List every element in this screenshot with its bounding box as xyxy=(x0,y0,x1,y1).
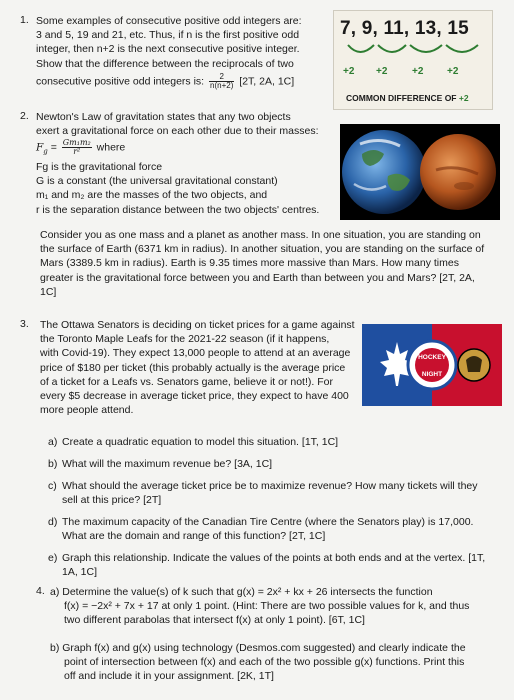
q3-part-a xyxy=(48,435,508,449)
step-2: +2 xyxy=(376,66,388,77)
formula-fraction xyxy=(62,139,92,156)
q1-line: 3 and 5, 19 and 21, etc. Thus, if n is the first positive odd xyxy=(36,29,300,42)
q4-part-b xyxy=(50,641,510,684)
q4-number: 4. xyxy=(36,585,45,597)
mars-icon xyxy=(420,134,496,210)
q2-para-line: Consider you as one mass and a planet as another mass. In one situation, you are standing on xyxy=(40,229,481,241)
formula-where: where xyxy=(96,141,126,154)
q3-line: The Ottawa Senators is deciding on ticket prices for a game against xyxy=(40,319,355,331)
logo-text-top: HOCKEY xyxy=(418,354,446,361)
q2-intro: Newton's Law of gravitation states that any two objects xyxy=(36,111,291,123)
part-letter: c) xyxy=(48,480,57,492)
q2-para-line: the surface of Earth (6371 km in radius). In another situation, you are standing on the surface of xyxy=(40,243,485,256)
q4-a-line: a) Determine the value(s) of k such that g(x) = 2x² + kx + 26 intersects the function xyxy=(50,586,433,598)
formula-den: r² xyxy=(73,147,81,157)
q3-line: of a ticket for a Leafs vs. Senators game, believe it or not!). For xyxy=(40,375,333,388)
caption-value: +2 xyxy=(458,93,469,103)
arc-2 xyxy=(378,45,406,52)
q1-text xyxy=(36,14,336,90)
q4-a-line: f(x) = −2x² + 7x + 17 at only 1 point. (Hint: There are two possible values for k, and thus xyxy=(64,600,470,613)
q2-text xyxy=(36,110,336,217)
arc-4 xyxy=(446,45,478,52)
q3-line: with Covid-19). They expect 13,000 people to attend at an average xyxy=(40,347,351,360)
q1-marks: [2T, 2A, 1C] xyxy=(239,75,295,88)
q4-a-line: two different parabolas that intersect f(x) at only 1 point). [6T, 1C] xyxy=(64,614,365,627)
part-text: 1A, 1C] xyxy=(62,566,98,579)
q1-line: integer, then n+2 is the next consecutive positive integer. xyxy=(36,43,300,56)
arc-1 xyxy=(348,45,374,52)
q1-last-prefix: consecutive positive odd integers is: xyxy=(36,75,205,88)
q1-frac-num: 2 xyxy=(209,73,234,82)
caption-prefix: COMMON DIFFERENCE OF xyxy=(346,93,457,103)
q3-part-c xyxy=(48,479,508,507)
q2-def: Fg is the gravitational force xyxy=(36,160,163,173)
q3-line: more people attend. xyxy=(40,404,134,417)
part-text: Create a quadratic equation to model this situation. [1T, 1C] xyxy=(62,436,339,448)
q2-para-line: greater is the gravitational force between you and Earth than between you and Mars? [2T, 2A, xyxy=(40,271,475,284)
q2-para-line: 1C] xyxy=(40,285,57,298)
step-3: +2 xyxy=(412,66,424,77)
planets-graphic xyxy=(340,124,500,220)
q3-line: the Toronto Maple Leafs for the 2021-22 season (if it happens, xyxy=(40,333,330,346)
part-text: What should the average ticket price be to maximize revenue? How many tickets will they xyxy=(62,480,478,492)
part-letter: b) xyxy=(48,458,58,470)
step-1: +2 xyxy=(343,66,355,77)
formula-num: Gm₁m₂ xyxy=(62,138,91,148)
part-letter: d) xyxy=(48,516,58,528)
q2-number: 2. xyxy=(20,110,29,122)
earth-mars-image xyxy=(340,124,500,220)
q2-intro: exert a gravitational force on each other due to their masses: xyxy=(36,125,319,138)
q1-last-line xyxy=(36,73,336,90)
q4-b-line: point of intersection between f(x) and each of the two possible g(x) functions. Print this xyxy=(64,656,465,669)
arc-3 xyxy=(410,45,442,52)
q2-def: m₁ and m₂ are the masses of the two objects, and xyxy=(36,189,268,202)
part-letter: a) xyxy=(48,436,58,448)
sequence-arcs xyxy=(340,42,488,62)
part-text: What will the maximum revenue be? [3A, 1C] xyxy=(62,458,273,470)
q4-part-a xyxy=(50,585,510,628)
part-letter: e) xyxy=(48,552,58,564)
q2-paragraph xyxy=(40,228,510,299)
q1-line: Show that the difference between the reciprocals of two xyxy=(36,57,294,70)
logo-text-bottom: NIGHT xyxy=(421,371,443,378)
q1-frac-den: n(n+2) xyxy=(210,80,234,90)
q3-line: price of $180 per ticket (this probably actually is the average price xyxy=(40,361,346,374)
q2-para-line: Mars (3389.5 km in radius). Earth is 9.35 times more massive than Mars. How many times xyxy=(40,257,459,270)
hockey-night-logo xyxy=(362,324,502,406)
q2-def: r is the separation distance between the two objects' centres. xyxy=(36,203,320,216)
formula-lhs: F xyxy=(36,141,44,154)
common-difference-caption xyxy=(346,93,469,103)
q1-fraction xyxy=(209,73,234,90)
hockey-logo-graphic xyxy=(362,324,502,406)
part-text: What are the domain and range of this function? [2T, 1C] xyxy=(62,530,326,543)
part-text: Graph this relationship. Indicate the values of the points at both ends and at the vertex. [1T, xyxy=(62,552,486,564)
q2-formula: $F_g$ = $\frac{\text{Gm₁m₂}}{\text{r²}}$ where xyxy=(36,138,126,157)
q4-b-line: b) Graph f(x) and g(x) using technology (Desmos.com suggested) and clearly indicate the xyxy=(50,642,466,654)
q1-line: Some examples of consecutive positive odd integers are: xyxy=(36,15,302,27)
q1-number: 1. xyxy=(20,14,29,26)
part-text: The maximum capacity of the Canadian Tire Centre (where the Senators play) is 17,000. xyxy=(62,516,474,528)
part-text: sell at this price? [2T] xyxy=(62,494,162,507)
step-4: +2 xyxy=(447,66,459,77)
formula-sub: g xyxy=(43,147,48,156)
q3-line: every $5 decrease in average ticket price, they expect to have 400 xyxy=(40,390,349,403)
q4-b-line: off and include it in your assignment. [2K, 1T] xyxy=(64,670,274,683)
q3-part-b xyxy=(48,457,508,471)
q3-part-d xyxy=(48,515,508,543)
earth-icon xyxy=(342,130,426,214)
q3-number: 3. xyxy=(20,318,29,330)
q3-text xyxy=(40,318,360,417)
q2-def: G is a constant (the universal gravitational constant) xyxy=(36,175,278,188)
q3-part-e xyxy=(48,551,508,579)
sequence-text: 7, 9, 11, 13, 15 xyxy=(340,18,469,39)
